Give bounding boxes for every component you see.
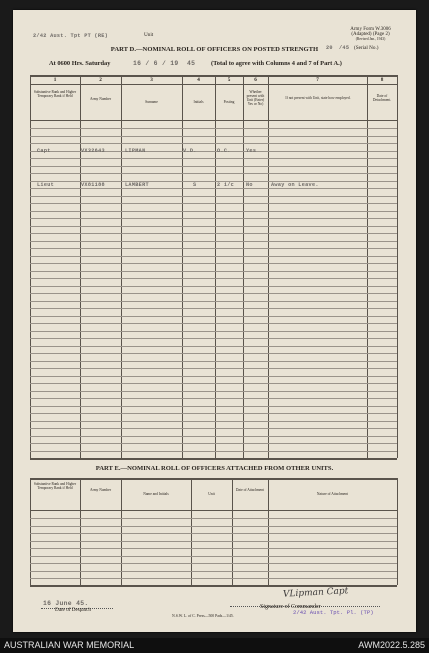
serial-year: /45 (339, 45, 350, 51)
row2-number: VX81188 (81, 182, 105, 188)
unit-stamp: 2/42 Aust. Tpt. Pl. (TP) (293, 609, 374, 616)
ruled-line (30, 526, 397, 527)
e-col-header-nature: Nature of Attachment (316, 492, 349, 496)
total-note: (Total to agree with Columns 4 and 7 of Part A.) (211, 60, 342, 67)
ruled-line (30, 158, 397, 159)
e-col-line-1 (80, 478, 81, 585)
archive-footer-bar (0, 638, 429, 653)
unit-label: Unit (144, 32, 154, 38)
col-header-posting: Posting (223, 100, 235, 104)
row1-number: VX32643 (81, 148, 105, 154)
col-line-1 (80, 75, 81, 458)
ruled-line (30, 286, 397, 287)
col-header-employed: If not present with Unit, state how employed. (285, 96, 351, 100)
col-num-7: 7 (316, 77, 319, 83)
ruled-line (30, 211, 397, 212)
e-col-line-6 (397, 478, 398, 585)
ruled-line (30, 338, 397, 339)
col-line-8 (397, 75, 398, 458)
part-e-top-border (30, 478, 397, 480)
ruled-line (30, 571, 397, 572)
e-col-line-4 (232, 478, 233, 585)
ruled-line (30, 271, 397, 272)
ruled-line (30, 241, 397, 242)
despatch-label: Date of Despatch (55, 607, 92, 613)
ruled-line (30, 308, 397, 309)
e-col-header-rank: Substantive Rank and Higher Temporary Rank if Held (33, 482, 77, 490)
ruled-line (30, 331, 397, 332)
document-sheet (13, 10, 416, 632)
e-col-header-number: Army Number (89, 488, 112, 492)
ruled-line (30, 451, 397, 452)
ruled-line (30, 436, 397, 437)
header-divider (30, 120, 397, 121)
row1-surname: LIPMAN (125, 148, 146, 154)
ruled-line (30, 203, 397, 204)
form-line-2: (Adapted) (Page 2) (351, 32, 390, 37)
ruled-line (30, 548, 397, 549)
ruled-line (30, 226, 397, 227)
ruled-line (30, 428, 397, 429)
ruled-line (30, 346, 397, 347)
ruled-line (30, 406, 397, 407)
unit-typed: 2/42 Aust. Tpt PT (RE) (33, 33, 109, 39)
col-header-surname: Surname (145, 100, 158, 104)
ruled-line (30, 173, 397, 174)
part-d-title: PART D.—NOMINAL ROLL OF OFFICERS ON POSTED STRENGTH (110, 46, 319, 53)
col-header-detachment: Date of Detachment. (372, 94, 392, 102)
form-line-1: Army Form W.3006 (350, 27, 391, 32)
signature-label: Signature of Commander (260, 604, 321, 610)
serial-typed: 20 (326, 45, 333, 51)
ruled-line (30, 556, 397, 557)
col-num-4: 4 (197, 77, 200, 83)
at-label: At 0600 Hrs. Saturday (49, 60, 111, 67)
ruled-line (30, 383, 397, 384)
row1-initials: V.D. (183, 148, 197, 154)
ruled-line (30, 541, 397, 542)
e-col-header-unit: Unit (208, 492, 215, 496)
row2-surname: LAMBERT (125, 182, 149, 188)
part-e-header-divider (30, 510, 397, 511)
ruled-line (30, 518, 397, 519)
date-year: 45 (187, 60, 196, 67)
e-col-header-date: Date of Attachment (235, 488, 265, 492)
ruled-line (30, 398, 397, 399)
col-number-divider (30, 84, 397, 85)
ruled-line (30, 188, 397, 189)
row1-present: Yes (246, 148, 257, 154)
ruled-line (30, 361, 397, 362)
col-num-3: 3 (150, 77, 153, 83)
col-header-rank: Substantive Rank and Higher Temporary Rank if Held (33, 90, 77, 98)
ruled-line (30, 218, 397, 219)
ruled-line (30, 233, 397, 234)
row2-present: No (246, 182, 253, 188)
archive-name: AUSTRALIAN WAR MEMORIAL (4, 640, 135, 650)
col-line-3 (182, 75, 183, 458)
table-bottom-border (30, 458, 397, 460)
col-num-6: 6 (254, 77, 257, 83)
col-line-6 (268, 75, 269, 458)
archive-reference: AWM2022.5.285 (358, 640, 425, 650)
col-line-7 (367, 75, 368, 458)
row1-rank: Capt (37, 148, 51, 154)
ruled-line (30, 278, 397, 279)
commander-signature: VLipman Capt (282, 586, 349, 600)
col-line-4 (215, 75, 216, 458)
ruled-line (30, 376, 397, 377)
col-header-present: Whether present with Unit (Enter) Yes or No) (246, 90, 265, 106)
row2-initials: S (193, 182, 197, 188)
col-num-1: 1 (53, 77, 57, 83)
ruled-line (30, 143, 397, 144)
ruled-line (30, 136, 397, 137)
col-line-2 (121, 75, 122, 458)
ruled-line (30, 316, 397, 317)
ruled-line (30, 301, 397, 302)
ruled-line (30, 166, 397, 167)
col-line-5 (243, 75, 244, 458)
row1-posting: O.C. (217, 148, 231, 154)
ruled-line (30, 533, 397, 534)
col-header-number: Army Number (89, 97, 112, 101)
ruled-line (30, 391, 397, 392)
ruled-line (30, 353, 397, 354)
col-header-initials: Initials (193, 100, 204, 104)
col-line-0 (30, 75, 31, 458)
form-line-3: (Revised Jan., 1943) (355, 37, 386, 41)
row2-posting: 2 i/c (217, 182, 235, 188)
ruled-line (30, 421, 397, 422)
serial-label: (Serial No.) (354, 45, 379, 51)
col-num-2: 2 (99, 77, 102, 83)
e-col-line-0 (30, 478, 31, 585)
row2-employed: Away on Leave. (271, 182, 319, 188)
despatch-date-typed: 16 June 45. (43, 600, 89, 607)
ruled-line (30, 443, 397, 444)
ruled-line (30, 196, 397, 197)
ruled-line (30, 413, 397, 414)
ruled-line (30, 368, 397, 369)
ruled-line (30, 128, 397, 129)
ruled-line (30, 263, 397, 264)
col-num-8: 8 (380, 77, 384, 83)
ruled-line (30, 578, 397, 579)
date-typed: 16 / 6 / 19 (133, 60, 179, 67)
ruled-line (30, 256, 397, 257)
row2-rank: Lieut (37, 182, 55, 188)
ruled-line (30, 248, 397, 249)
part-e-title: PART E.—NOMINAL ROLL OF OFFICERS ATTACHED FROM OTHER UNITS. (95, 465, 334, 472)
ruled-line (30, 563, 397, 564)
ruled-line (30, 323, 397, 324)
ruled-line (30, 293, 397, 294)
e-col-header-name: Name and Initials (143, 492, 169, 496)
col-num-5: 5 (227, 77, 231, 83)
printer-note: N.S.W. L. of C. Press—500 Pads—1/45. (172, 614, 234, 618)
